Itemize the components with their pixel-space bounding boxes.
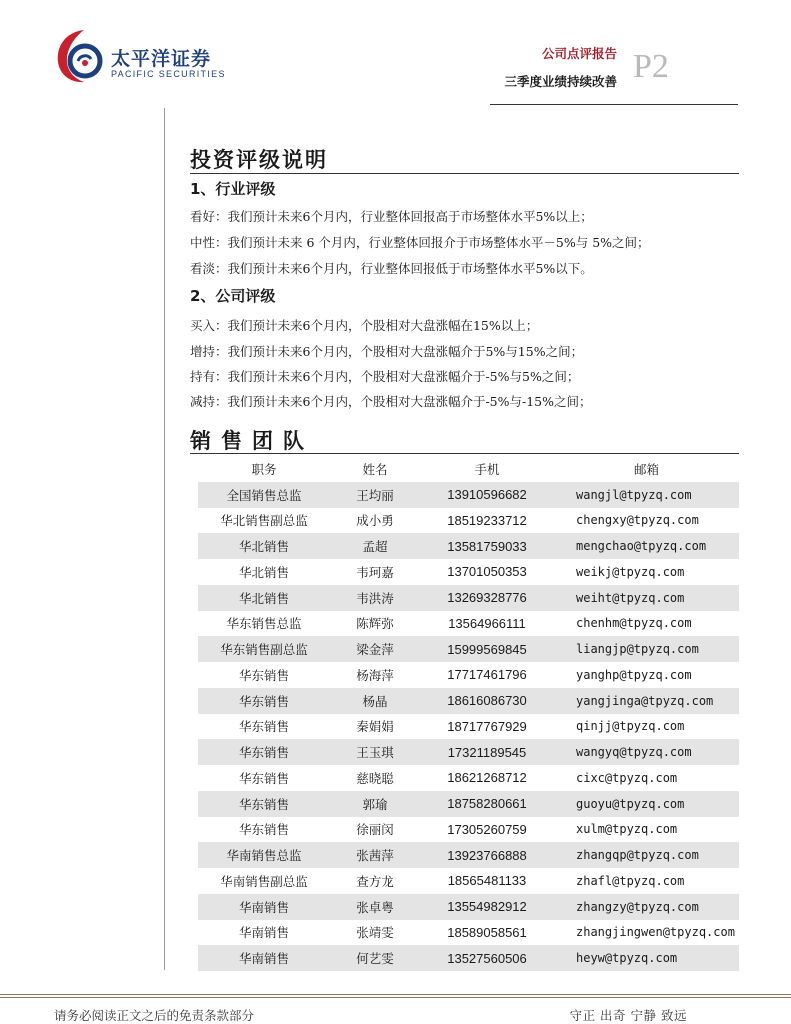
cell-email: liangjp@tpyzq.com (554, 636, 739, 662)
cell-email: chengxy@tpyzq.com (576, 513, 699, 528)
header-name: 姓名 (362, 461, 388, 477)
header-phone: 手机 (474, 461, 500, 477)
cell-name: 杨海萍 (356, 667, 394, 683)
cell-email: weikj@tpyzq.com (576, 564, 685, 579)
table-row (198, 765, 739, 791)
cell-position: 华北销售 (198, 533, 330, 559)
margin-divider (164, 108, 165, 970)
cell-position: 华南销售 (198, 894, 330, 920)
cell-phone: 13554982912 (420, 894, 554, 920)
sales-table-body (198, 482, 739, 971)
cell-position: 华南销售 (198, 945, 330, 971)
cell-email: guoyu@tpyzq.com (554, 791, 739, 817)
cell-position: 华南销售副总监 (220, 873, 308, 889)
cell-position: 华东销售 (238, 822, 289, 838)
cell-name: 张卓粤 (330, 894, 420, 920)
table-row (198, 868, 739, 894)
cell-email: wangyq@tpyzq.com (554, 739, 739, 765)
cell-name: 王玉琪 (330, 739, 420, 765)
cell-position: 华东销售 (198, 739, 330, 765)
industry-rating-heading: 1、行业评级 (190, 180, 276, 198)
cell-email: zhangqp@tpyzq.com (554, 842, 739, 868)
cell-phone: 13581759033 (420, 533, 554, 559)
company-rating-line: 减持：我们预计未来6个月内，个股相对大盘涨幅介于-5%与-15%之间； (190, 394, 592, 409)
cell-phone: 13527560506 (420, 945, 554, 971)
cell-name: 成小勇 (356, 513, 394, 529)
cell-position: 华南销售总监 (198, 842, 330, 868)
cell-phone: 17305260759 (447, 821, 527, 837)
header-email: 邮箱 (633, 461, 659, 477)
cell-email: zhangjingwen@tpyzq.com (576, 925, 735, 940)
cell-phone: 17321189545 (420, 739, 554, 765)
cell-phone: 18565481133 (447, 873, 527, 889)
report-type: 公司点评报告 (541, 46, 617, 61)
cell-email: wangjl@tpyzq.com (554, 482, 739, 508)
cell-name: 杨晶 (330, 688, 420, 714)
cell-name: 王均丽 (330, 482, 420, 508)
cell-position: 华北销售 (198, 585, 330, 611)
cell-name: 何艺雯 (330, 945, 420, 971)
table-row (198, 739, 739, 765)
table-row (198, 714, 739, 740)
cell-name: 郭瑜 (330, 791, 420, 817)
cell-position: 华北销售 (238, 564, 289, 580)
cell-email: heyw@tpyzq.com (554, 945, 739, 971)
table-row (198, 920, 739, 946)
cell-position: 全国销售总监 (198, 482, 330, 508)
cell-phone: 17717461796 (447, 667, 527, 683)
footer-divider (0, 997, 791, 998)
cell-name: 韦珂嘉 (356, 564, 394, 580)
table-row (198, 945, 739, 971)
cell-phone: 13701050353 (447, 564, 527, 580)
cell-email: chenhm@tpyzq.com (576, 616, 692, 631)
cell-phone: 15999569845 (420, 636, 554, 662)
cell-position: 华东销售 (238, 667, 289, 683)
table-row (198, 817, 739, 843)
footer-motto: 守正 出奇 宁静 致远 (569, 1008, 687, 1023)
table-row (198, 559, 739, 585)
cell-position: 华东销售总监 (226, 616, 302, 632)
table-row (198, 662, 739, 688)
table-row (198, 611, 739, 637)
cell-position: 华东销售 (238, 719, 289, 735)
cell-name: 张靖雯 (356, 925, 394, 941)
cell-position: 华东销售 (198, 688, 330, 714)
industry-rating-line: 看好：我们预计未来6个月内，行业整体回报高于市场整体水平5%以上； (190, 209, 593, 224)
cell-phone: 18519233712 (447, 512, 527, 528)
cell-phone: 13269328776 (420, 585, 554, 611)
cell-email: yanghp@tpyzq.com (576, 667, 692, 682)
page-number: P2 (633, 48, 669, 85)
rating-section-title: 投资评级说明 (190, 147, 328, 172)
sales-team-divider (190, 453, 739, 454)
cell-position: 华东销售副总监 (198, 636, 330, 662)
sales-team-title: 销售团队 (190, 428, 314, 453)
cell-name: 秦娟娟 (356, 719, 394, 735)
cell-email: mengchao@tpyzq.com (554, 533, 739, 559)
company-rating-line: 增持：我们预计未来6个月内，个股相对大盘涨幅介于5%与15%之间； (190, 344, 584, 359)
table-row (198, 482, 739, 508)
cell-position: 华南销售 (238, 925, 289, 941)
cell-phone: 13923766888 (420, 842, 554, 868)
table-row (198, 842, 739, 868)
table-row (198, 636, 739, 662)
cell-email: qinjj@tpyzq.com (576, 719, 685, 734)
table-row (198, 585, 739, 611)
table-header-row (198, 456, 739, 482)
cell-phone: 18758280661 (420, 791, 554, 817)
cell-phone: 18616086730 (420, 688, 554, 714)
rating-section-divider (190, 173, 739, 174)
table-row (198, 688, 739, 714)
cell-phone: 13910596682 (420, 482, 554, 508)
table-row (198, 533, 739, 559)
cell-name: 陈辉弥 (356, 616, 394, 632)
header-position: 职务 (251, 461, 277, 477)
company-rating-line: 持有：我们预计未来6个月内，个股相对大盘涨幅介于-5%与5%之间； (190, 369, 580, 384)
report-subtitle: 三季度业绩持续改善 (504, 74, 617, 89)
company-rating-line: 买入：我们预计未来6个月内，个股相对大盘涨幅在15%以上； (190, 318, 539, 333)
logo-chinese-name: 太平洋证券 (111, 48, 212, 70)
cell-name: 梁金萍 (330, 636, 420, 662)
company-logo-icon (54, 28, 106, 84)
table-row (198, 508, 739, 534)
industry-rating-line: 中性：我们预计未来 6 个月内，行业整体回报介于市场整体水平－5%与 5%之间； (190, 235, 650, 250)
cell-name: 张茜萍 (330, 842, 420, 868)
industry-rating-line: 看淡：我们预计未来6个月内，行业整体回报低于市场整体水平5%以下。 (190, 261, 593, 276)
cell-position: 华东销售 (238, 770, 289, 786)
cell-email: cixc@tpyzq.com (576, 770, 678, 785)
cell-email: weiht@tpyzq.com (554, 585, 739, 611)
cell-phone: 13564966111 (448, 615, 526, 631)
footer-disclaimer-note: 请务必阅读正文之后的免责条款部分 (54, 1008, 255, 1023)
cell-name: 查方龙 (356, 873, 394, 889)
cell-phone: 18621268712 (447, 770, 527, 786)
sales-team-table (198, 456, 739, 971)
cell-email: zhangzy@tpyzq.com (554, 894, 739, 920)
cell-email: yangjinga@tpyzq.com (554, 688, 739, 714)
logo-english-name: PACIFIC SECURITIES (111, 69, 226, 79)
cell-position: 华北销售副总监 (220, 513, 308, 529)
cell-email: xulm@tpyzq.com (576, 822, 678, 837)
table-row (198, 791, 739, 817)
cell-phone: 18717767929 (447, 718, 527, 734)
cell-position: 华东销售 (198, 791, 330, 817)
cell-email: zhafl@tpyzq.com (576, 873, 685, 888)
company-rating-heading: 2、公司评级 (190, 287, 276, 305)
cell-name: 孟超 (330, 533, 420, 559)
cell-name: 徐丽闵 (356, 822, 394, 838)
table-row (198, 894, 739, 920)
cell-name: 慈晓聪 (356, 770, 394, 786)
footer-divider (0, 994, 791, 995)
cell-phone: 18589058561 (447, 924, 527, 940)
header-divider (490, 104, 738, 105)
cell-name: 韦洪涛 (330, 585, 420, 611)
